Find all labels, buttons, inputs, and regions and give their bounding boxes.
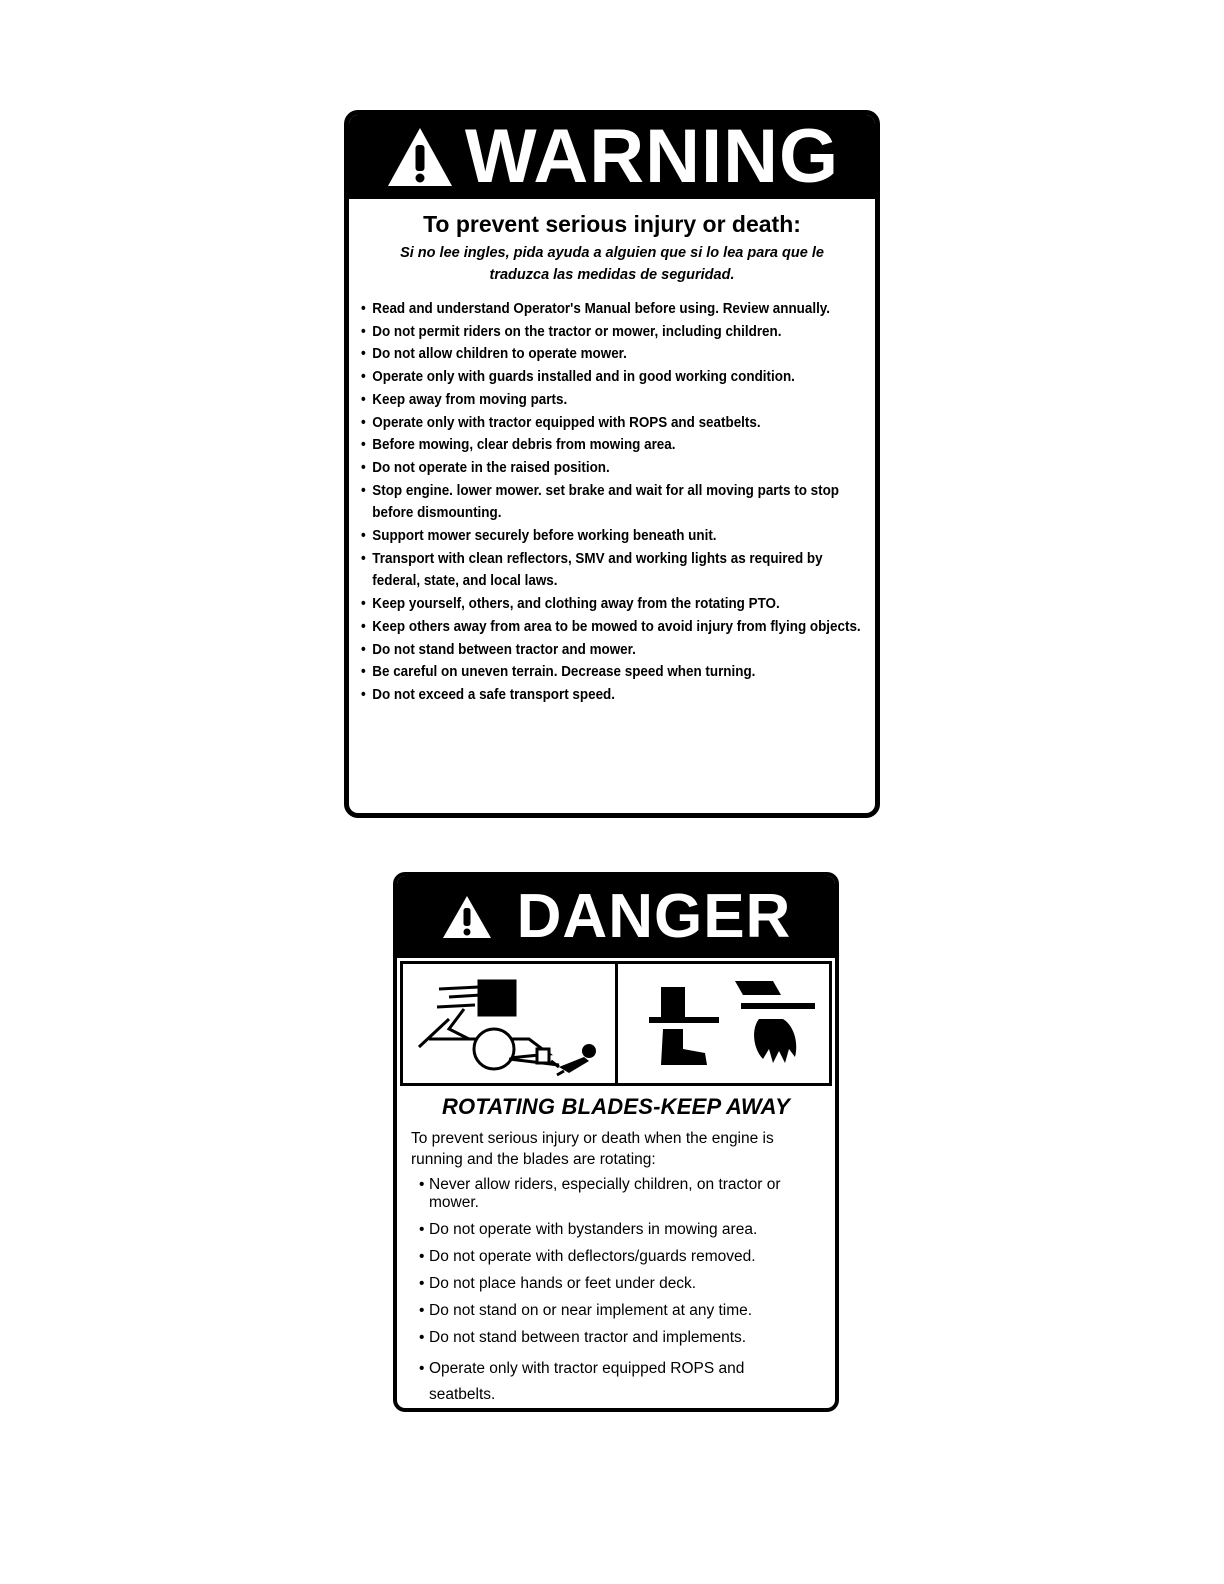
danger-item: • Never allow riders, especially children, on tractor or mower. [419, 1176, 809, 1212]
danger-list [397, 1176, 835, 1408]
warning-item: • Operate only with guards installed and in good working condition. [361, 366, 868, 389]
danger-title: ROTATING BLADES-KEEP AWAY [441, 1094, 791, 1119]
warning-item: • Do not allow children to operate mower. [361, 343, 868, 366]
warning-triangle-icon [441, 894, 493, 940]
warning-item: • Transport with clean reflectors, SMV and working lights as required by federal, state, and local laws. [361, 548, 868, 593]
warning-list [349, 298, 875, 707]
danger-item: • Operate only with tractor equipped ROPS and seatbelts. [419, 1356, 809, 1408]
warning-item: • Keep away from moving parts. [361, 389, 868, 412]
danger-intro: To prevent serious injury or death when the engine is running and the blades are rotating: [411, 1130, 774, 1168]
danger-item: • Do not stand on or near implement at any time. [419, 1302, 809, 1320]
warning-item: • Do not permit riders on the tractor or mower, including children. [361, 321, 868, 344]
danger-label [393, 872, 839, 1412]
warning-item: • Keep others away from area to be mowed to avoid injury from flying objects. [361, 616, 868, 639]
warning-item: • Operate only with tractor equipped with ROPS and seatbelts. [361, 412, 868, 435]
warning-item: • Read and understand Operator's Manual before using. Review annually. [361, 298, 868, 321]
danger-item: • Do not operate with bystanders in mowing area. [419, 1221, 809, 1239]
danger-item: • Do not stand between tractor and implements. [419, 1329, 809, 1347]
warning-item: • Be careful on uneven terrain. Decrease speed when turning. [361, 661, 868, 684]
warning-item: • Do not exceed a safe transport speed. [361, 684, 868, 707]
warning-item: • Keep yourself, others, and clothing away from the rotating PTO. [361, 593, 868, 616]
warning-triangle-icon [385, 125, 455, 189]
warning-banner-text: WARNING [464, 114, 840, 199]
warning-item: • Do not stand between tractor and mower. [361, 639, 868, 662]
warning-item: • Do not operate in the raised position. [361, 457, 868, 480]
blade-foot-hand-hazard-icon [618, 961, 833, 1083]
warning-label [344, 110, 880, 818]
warning-spanish-note: Si no lee ingles, pida ayuda a alguien que si lo lea para que le traduzca las medidas de seguridad. [400, 245, 824, 283]
warning-item: • Support mower securely before working beneath unit. [361, 525, 868, 548]
danger-pictograms [400, 961, 832, 1086]
warning-item: • Stop engine. lower mower. set brake and wait for all moving parts to stop before dismounting. [361, 480, 868, 525]
danger-banner-text: DANGER [516, 882, 792, 951]
warning-item: • Before mowing, clear debris from mowing area. [361, 434, 868, 457]
warning-heading: To prevent serious injury or death: [423, 211, 801, 237]
tractor-child-hazard-icon [400, 961, 618, 1083]
warning-banner [349, 115, 875, 199]
danger-item: • Do not place hands or feet under deck. [419, 1275, 809, 1293]
danger-banner [397, 876, 835, 958]
danger-item: • Do not operate with deflectors/guards removed. [419, 1248, 809, 1266]
